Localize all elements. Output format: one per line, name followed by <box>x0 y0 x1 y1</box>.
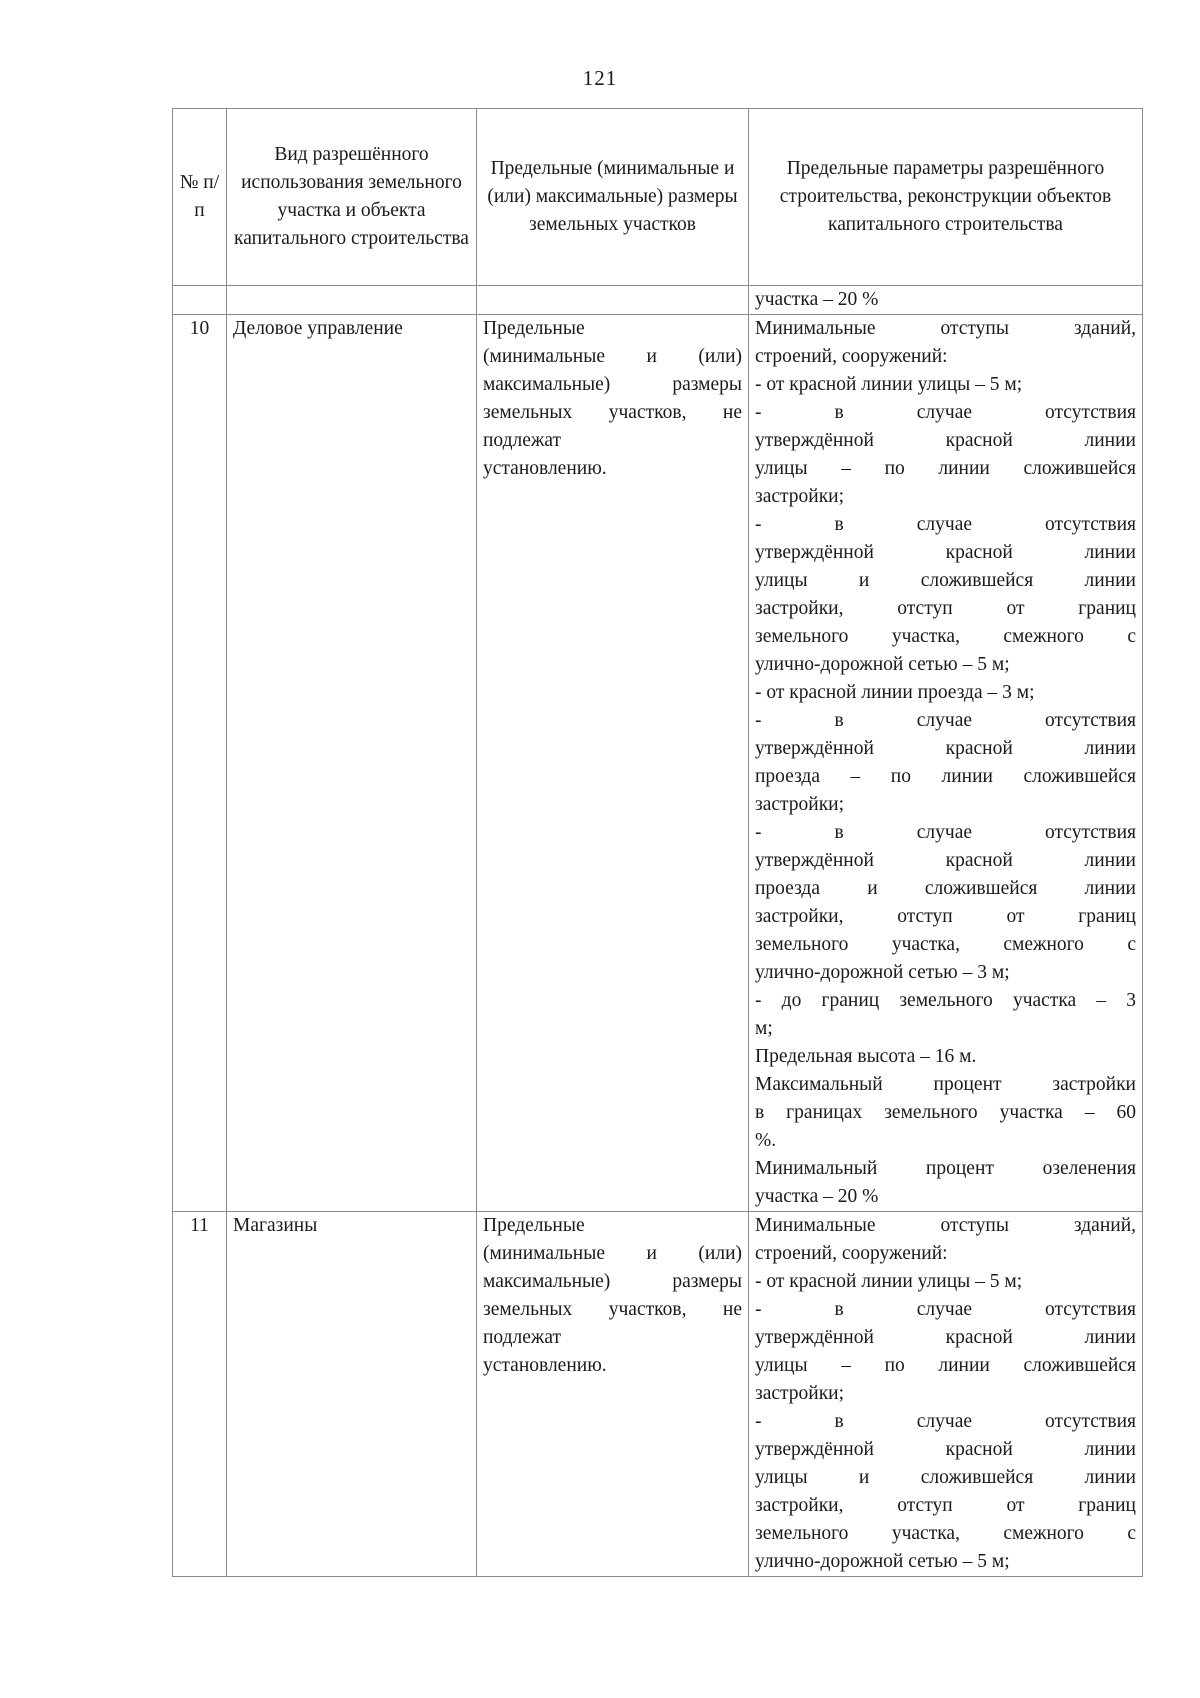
continuation-type <box>227 286 477 315</box>
page-number: 121 <box>582 66 618 90</box>
row-build-params <box>749 1212 1143 1577</box>
params-line: проезда и сложившейся линии <box>755 878 1136 899</box>
params-line: улично-дорожной сетью – 3 м; <box>755 962 1010 983</box>
params-line: утверждённой красной линии <box>755 1327 1136 1348</box>
continuation-num <box>173 286 227 315</box>
params-line: утверждённой красной линии <box>755 1439 1136 1460</box>
header-plot-sizes: Предельные (минимальные и (или) максимальные) размеры земельных участков <box>477 109 749 286</box>
row-use-type: Деловое управление <box>227 315 477 1212</box>
params-line: утверждённой красной линии <box>755 430 1136 451</box>
table-row <box>173 1212 1143 1577</box>
params-line: - в случае отсутствия <box>755 1411 1136 1432</box>
params-line: улицы – по линии сложившейся <box>755 1355 1136 1376</box>
params-line: Минимальные отступы зданий, <box>755 318 1136 339</box>
params-line: - до границ земельного участка – 3 <box>755 990 1136 1011</box>
sizes-line: подлежат <box>483 430 562 451</box>
params-line: участка – 20 % <box>755 1186 879 1207</box>
params-line: Максимальный процент застройки <box>755 1074 1136 1095</box>
params-line: м; <box>755 1018 773 1039</box>
params-line: - в случае отсутствия <box>755 514 1136 535</box>
sizes-line: максимальные) размеры <box>483 1271 742 1292</box>
params-line: земельного участка, смежного с <box>755 934 1136 955</box>
params-line: улично-дорожной сетью – 5 м; <box>755 654 1010 675</box>
sizes-line: земельных участков, не <box>483 1299 742 1320</box>
params-line: - от красной линии проезда – 3 м; <box>755 682 1035 703</box>
params-line: застройки; <box>755 486 845 507</box>
sizes-line: (минимальные и (или) <box>483 1243 742 1264</box>
row-plot-sizes <box>477 315 749 1212</box>
sizes-line: (минимальные и (или) <box>483 346 742 367</box>
params-line: - от красной линии улицы – 5 м; <box>755 374 1023 395</box>
params-line: застройки, отступ от границ <box>755 598 1136 619</box>
params-line: улицы и сложившейся линии <box>755 570 1136 591</box>
row-plot-sizes <box>477 1212 749 1577</box>
header-use-type: Вид разрешённого использования земельного участка и объекта капитального строительства <box>227 109 477 286</box>
header-number: № п/п <box>173 109 227 286</box>
continuation-params: участка – 20 % <box>749 286 1143 315</box>
row-number: 10 <box>173 315 227 1212</box>
params-line: строений, сооружений: <box>755 1243 948 1264</box>
params-line: земельного участка, смежного с <box>755 1523 1136 1544</box>
params-line: %. <box>755 1130 777 1151</box>
sizes-line: установлению. <box>483 1355 607 1376</box>
params-line: утверждённой красной линии <box>755 542 1136 563</box>
params-line: - от красной линии улицы – 5 м; <box>755 1271 1023 1292</box>
params-line: утверждённой красной линии <box>755 738 1136 759</box>
table-row <box>173 315 1143 1212</box>
continuation-sizes <box>477 286 749 315</box>
params-line: застройки, отступ от границ <box>755 1495 1136 1516</box>
sizes-line: максимальные) размеры <box>483 374 742 395</box>
table-header-row <box>173 109 1143 286</box>
sizes-line: Предельные <box>483 1215 585 1236</box>
header-build-params: Предельные параметры разрешённого строительства, реконструкции объектов капитального строительства <box>749 109 1143 286</box>
regulations-table <box>172 108 1143 1577</box>
params-line: - в случае отсутствия <box>755 1299 1136 1320</box>
params-line: Минимальные отступы зданий, <box>755 1215 1136 1236</box>
sizes-line: установлению. <box>483 458 607 479</box>
params-line: строений, сооружений: <box>755 346 948 367</box>
row-build-params <box>749 315 1143 1212</box>
params-line: улично-дорожной сетью – 5 м; <box>755 1551 1010 1572</box>
sizes-line: земельных участков, не <box>483 402 742 423</box>
params-line: застройки; <box>755 1383 845 1404</box>
params-line: Минимальный процент озеленения <box>755 1158 1136 1179</box>
params-line: - в случае отсутствия <box>755 822 1136 843</box>
params-line: земельного участка, смежного с <box>755 626 1136 647</box>
row-use-type: Магазины <box>227 1212 477 1577</box>
params-line: застройки; <box>755 794 845 815</box>
params-line: Предельная высота – 16 м. <box>755 1046 977 1067</box>
params-line: улицы и сложившейся линии <box>755 1467 1136 1488</box>
params-line: - в случае отсутствия <box>755 402 1136 423</box>
params-line: застройки, отступ от границ <box>755 906 1136 927</box>
continuation-row <box>173 286 1143 315</box>
sizes-line: подлежат <box>483 1327 562 1348</box>
params-line: утверждённой красной линии <box>755 850 1136 871</box>
row-number: 11 <box>173 1212 227 1577</box>
params-line: проезда – по линии сложившейся <box>755 766 1136 787</box>
sizes-line: Предельные <box>483 318 585 339</box>
params-line: улицы – по линии сложившейся <box>755 458 1136 479</box>
params-line: в границах земельного участка – 60 <box>755 1102 1136 1123</box>
params-line: - в случае отсутствия <box>755 710 1136 731</box>
